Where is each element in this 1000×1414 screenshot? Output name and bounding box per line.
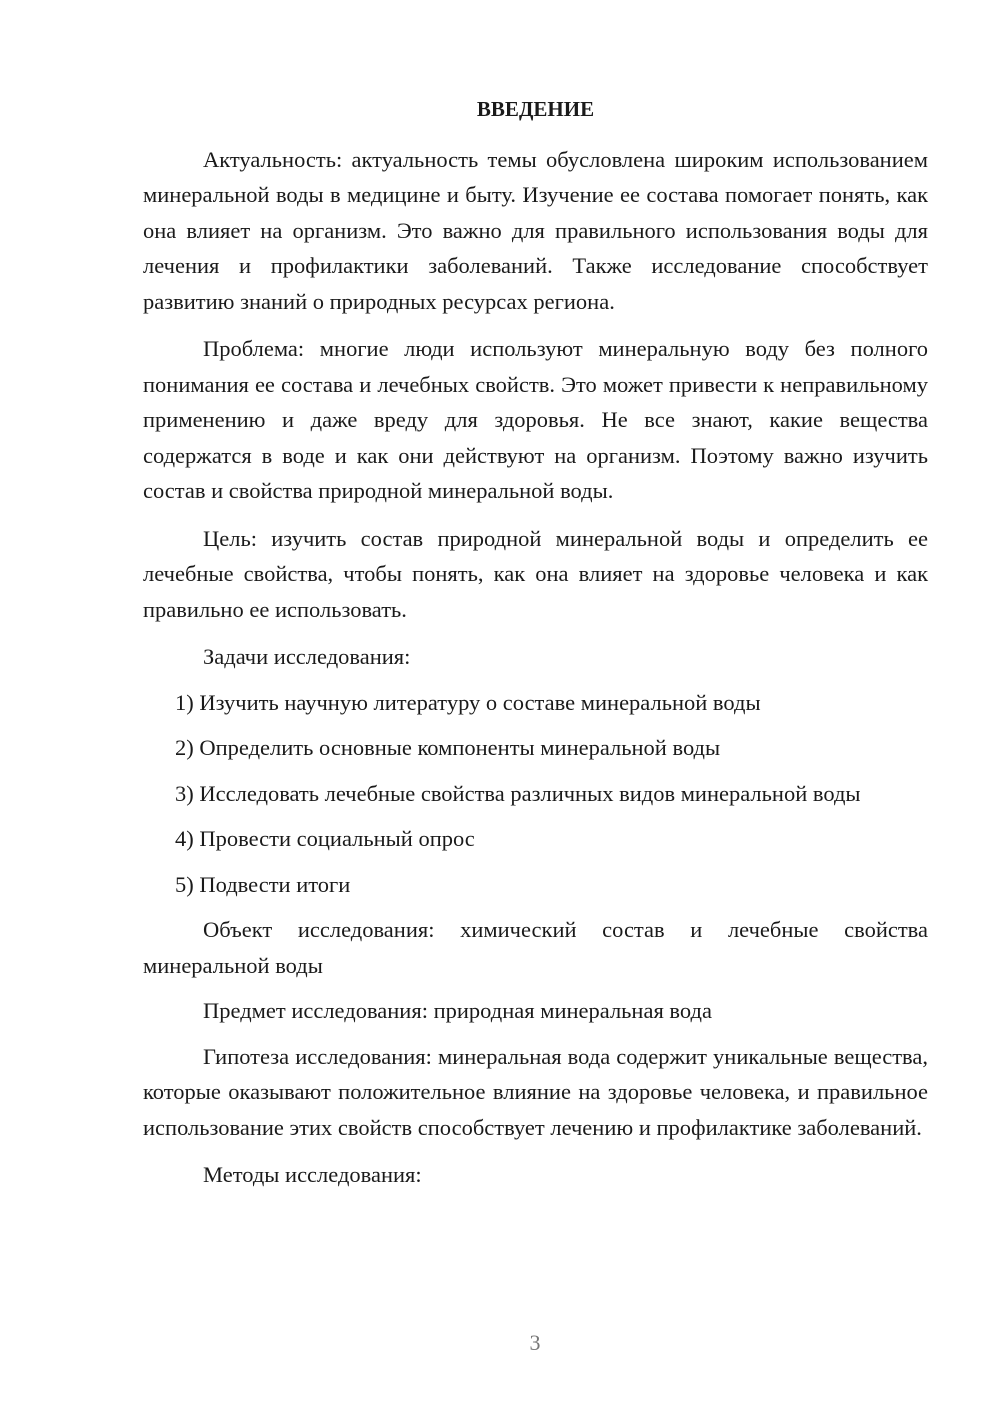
page-number: 3 xyxy=(529,1330,541,1355)
list-item: 5) Подвести итоги xyxy=(175,871,351,897)
list-item: 4) Провести социальный опрос xyxy=(175,826,475,851)
list-item: 2) Определить основные компоненты минеральной воды xyxy=(175,735,721,760)
list-item: 3) Исследовать лечебные свойства различных видов минеральной воды xyxy=(175,780,861,806)
list-item: 1) Изучить научную литературу о составе минеральной воды xyxy=(175,689,761,715)
paragraph-relevance: Актуальность: актуальность темы обусловлена широким использованием минеральной воды в медицине и быту. Изучение ее состава помогает понять, как она влияет на организм. Это важно для правильного использования воды для лечения и профилактики заболеваний. Также исследование способствует развитию знаний о природных ресурсах региона. xyxy=(143,146,928,314)
paragraph-goal: Цель: изучить состав природной минеральной воды и определить ее лечебные свойства, чтобы понять, как она влияет на здоровье человека и как правильно ее использовать. xyxy=(143,525,928,622)
paragraph-subject: Предмет исследования: природная минеральная вода xyxy=(203,998,712,1023)
section-heading: ВВЕДЕНИЕ xyxy=(476,97,595,121)
tasks-title: Задачи исследования: xyxy=(203,644,411,669)
paragraph-problem: Проблема: многие люди используют минеральную воду без полного понимания ее состава и лечебных свойств. Это может привести к неправильному применению и даже вреду для здоровья. Не все знают, какие вещества содержатся в воде и как они действуют на организм. Поэтому важно изучить состав и свойства природной минеральной воды. xyxy=(143,336,928,503)
methods-title: Методы исследования: xyxy=(203,1162,422,1187)
paragraph-object: Объект исследования: химический состав и лечебные свойства минеральной воды xyxy=(143,917,928,978)
paragraph-hypothesis: Гипотеза исследования: минеральная вода содержит уникальные вещества, которые оказывают положительное влияние на здоровье человека, и правильное использование этих свойств способствует лечению и профилактике заболеваний. xyxy=(143,1043,928,1140)
document-page xyxy=(143,92,928,1193)
